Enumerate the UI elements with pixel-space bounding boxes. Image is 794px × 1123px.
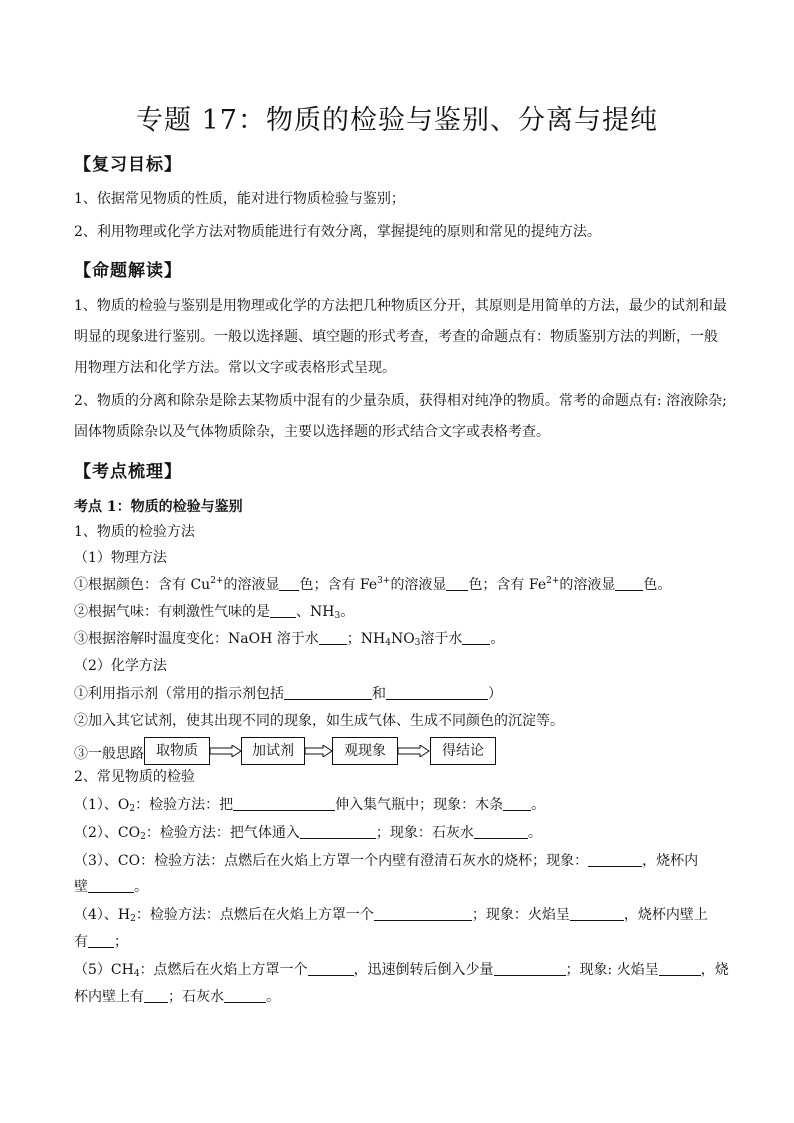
flow-label: ③一般思路 bbox=[74, 746, 144, 762]
co2-line: （2）、$CO_2$：检验方法：把气体通入 ；现象：石灰水 。 bbox=[74, 825, 542, 842]
h2-line-1: （4）、$H_2$：检验方法：点燃后在火焰上方罩一个 ；现象：火焰呈 ，烧杯内壁上 bbox=[74, 907, 708, 924]
color-line: ①根据颜色：含有 $Cu^{2+}$的溶液显 色；含有 $Fe^{3+}$的溶液显 色；含有 $Fe^{2+}$的溶液显 色。 bbox=[74, 576, 672, 593]
blank[interactable] bbox=[570, 906, 624, 921]
h2-line-2: 有 ； bbox=[74, 934, 128, 950]
heading-interpretation: 【命题解读】 bbox=[74, 261, 182, 281]
blank[interactable] bbox=[233, 796, 335, 811]
goal-1: 1、依据常见物质的性质，能对进行物质检验与鉴别； bbox=[74, 191, 405, 207]
blank[interactable] bbox=[494, 961, 566, 976]
interp-p2-line1: 2、物质的分离和除杂是除去某物质中混有的少量杂质，获得相对纯净的物质。常考的命题点有: 溶液除杂; bbox=[74, 393, 727, 409]
blank[interactable] bbox=[588, 852, 642, 867]
blank[interactable] bbox=[319, 630, 347, 645]
temperature-line: ③根据溶解时温度变化：NaOH 溶于水 ；$NH_4NO_3$溶于水 。 bbox=[74, 631, 505, 648]
blank[interactable] bbox=[144, 988, 168, 1003]
blank[interactable] bbox=[270, 603, 296, 618]
flow-step-2: 加试剂 bbox=[241, 737, 305, 765]
blank[interactable] bbox=[284, 685, 372, 700]
flow-step-4: 得结论 bbox=[430, 737, 496, 765]
blank[interactable] bbox=[300, 824, 376, 839]
blank[interactable] bbox=[446, 576, 468, 591]
interp-p1-line1: 1、物质的检验与鉴别是用物理或化学的方法把几种物质区分开，其原则是用简单的方法，最少的试剂和最 bbox=[74, 298, 727, 314]
blank[interactable] bbox=[88, 933, 114, 948]
ch4-line-2: 杯内壁上有 ；石灰水 。 bbox=[74, 989, 280, 1005]
kp1-heading: 考点 1：物质的检验与鉴别 bbox=[74, 499, 243, 515]
kp1-method: 1、物质的检验方法 bbox=[74, 524, 195, 540]
blank[interactable] bbox=[224, 988, 266, 1003]
goal-2: 2、利用物理或化学方法对物质能进行有效分离，掌握提纯的原则和常见的提纯方法。 bbox=[74, 224, 601, 240]
interp-p1-line3: 用物理方法和化学方法。常以文字或表格形式呈现。 bbox=[74, 360, 396, 376]
arrow-right-icon bbox=[305, 745, 333, 757]
blank[interactable] bbox=[503, 796, 531, 811]
kp1-physical: （1）物理方法 bbox=[74, 550, 167, 566]
blank[interactable] bbox=[615, 576, 643, 591]
blank[interactable] bbox=[308, 961, 354, 976]
co-line-2: 壁 。 bbox=[74, 879, 148, 895]
co-line-1: （3）、CO：检验方法：点燃后在火焰上方罩一个内壁有澄清石灰水的烧杯；现象： ，烧杯内 bbox=[74, 853, 699, 869]
arrow-right-icon bbox=[398, 745, 430, 757]
blank[interactable] bbox=[659, 961, 701, 976]
page-title: 专题 17：物质的检验与鉴别、分离与提纯 bbox=[136, 105, 658, 136]
blank[interactable] bbox=[279, 576, 299, 591]
blank[interactable] bbox=[462, 630, 490, 645]
o2-line: （1）、$O_2$：检验方法：把 伸入集气瓶中；现象：木条 。 bbox=[74, 797, 546, 814]
heading-key-points: 【考点梳理】 bbox=[74, 462, 182, 482]
indicator-line: ①利用指示剂（常用的指示剂包括 和 ） bbox=[74, 686, 502, 702]
blank[interactable] bbox=[474, 824, 528, 839]
heading-review-goal: 【复习目标】 bbox=[74, 155, 182, 175]
smell-line: ②根据气味：有刺激性气味的是 、$NH_3$。 bbox=[74, 604, 355, 621]
blank[interactable] bbox=[88, 878, 134, 893]
reagent-line: ②加入其它试剂，使其出现不同的现象，如生成气体、生成不同颜色的沉淀等。 bbox=[74, 713, 564, 729]
ch4-line-1: $(5)CH_4$：点燃后在火焰上方罩一个 ，迅速倒转后倒入少量 ；现象: 火焰呈 ，烧 bbox=[74, 962, 729, 979]
arrow-right-icon bbox=[210, 745, 242, 757]
interp-p2-line2: 固体物质除杂以及气体物质除杂，主要以选择题的形式结合文字或表格考查。 bbox=[74, 424, 550, 440]
flow-step-3: 观现象 bbox=[332, 737, 398, 765]
kp1-chemical: （2）化学方法 bbox=[74, 658, 167, 674]
blank[interactable] bbox=[386, 685, 488, 700]
blank[interactable] bbox=[374, 906, 472, 921]
kp1-common: 2、常见物质的检验 bbox=[74, 769, 195, 785]
flow-step-1: 取物质 bbox=[144, 737, 210, 765]
interp-p1-line2: 明显的现象进行鉴别。一般以选择题、填空题的形式考查，考查的命题点有：物质鉴别方法的判断，一般 bbox=[74, 329, 718, 345]
